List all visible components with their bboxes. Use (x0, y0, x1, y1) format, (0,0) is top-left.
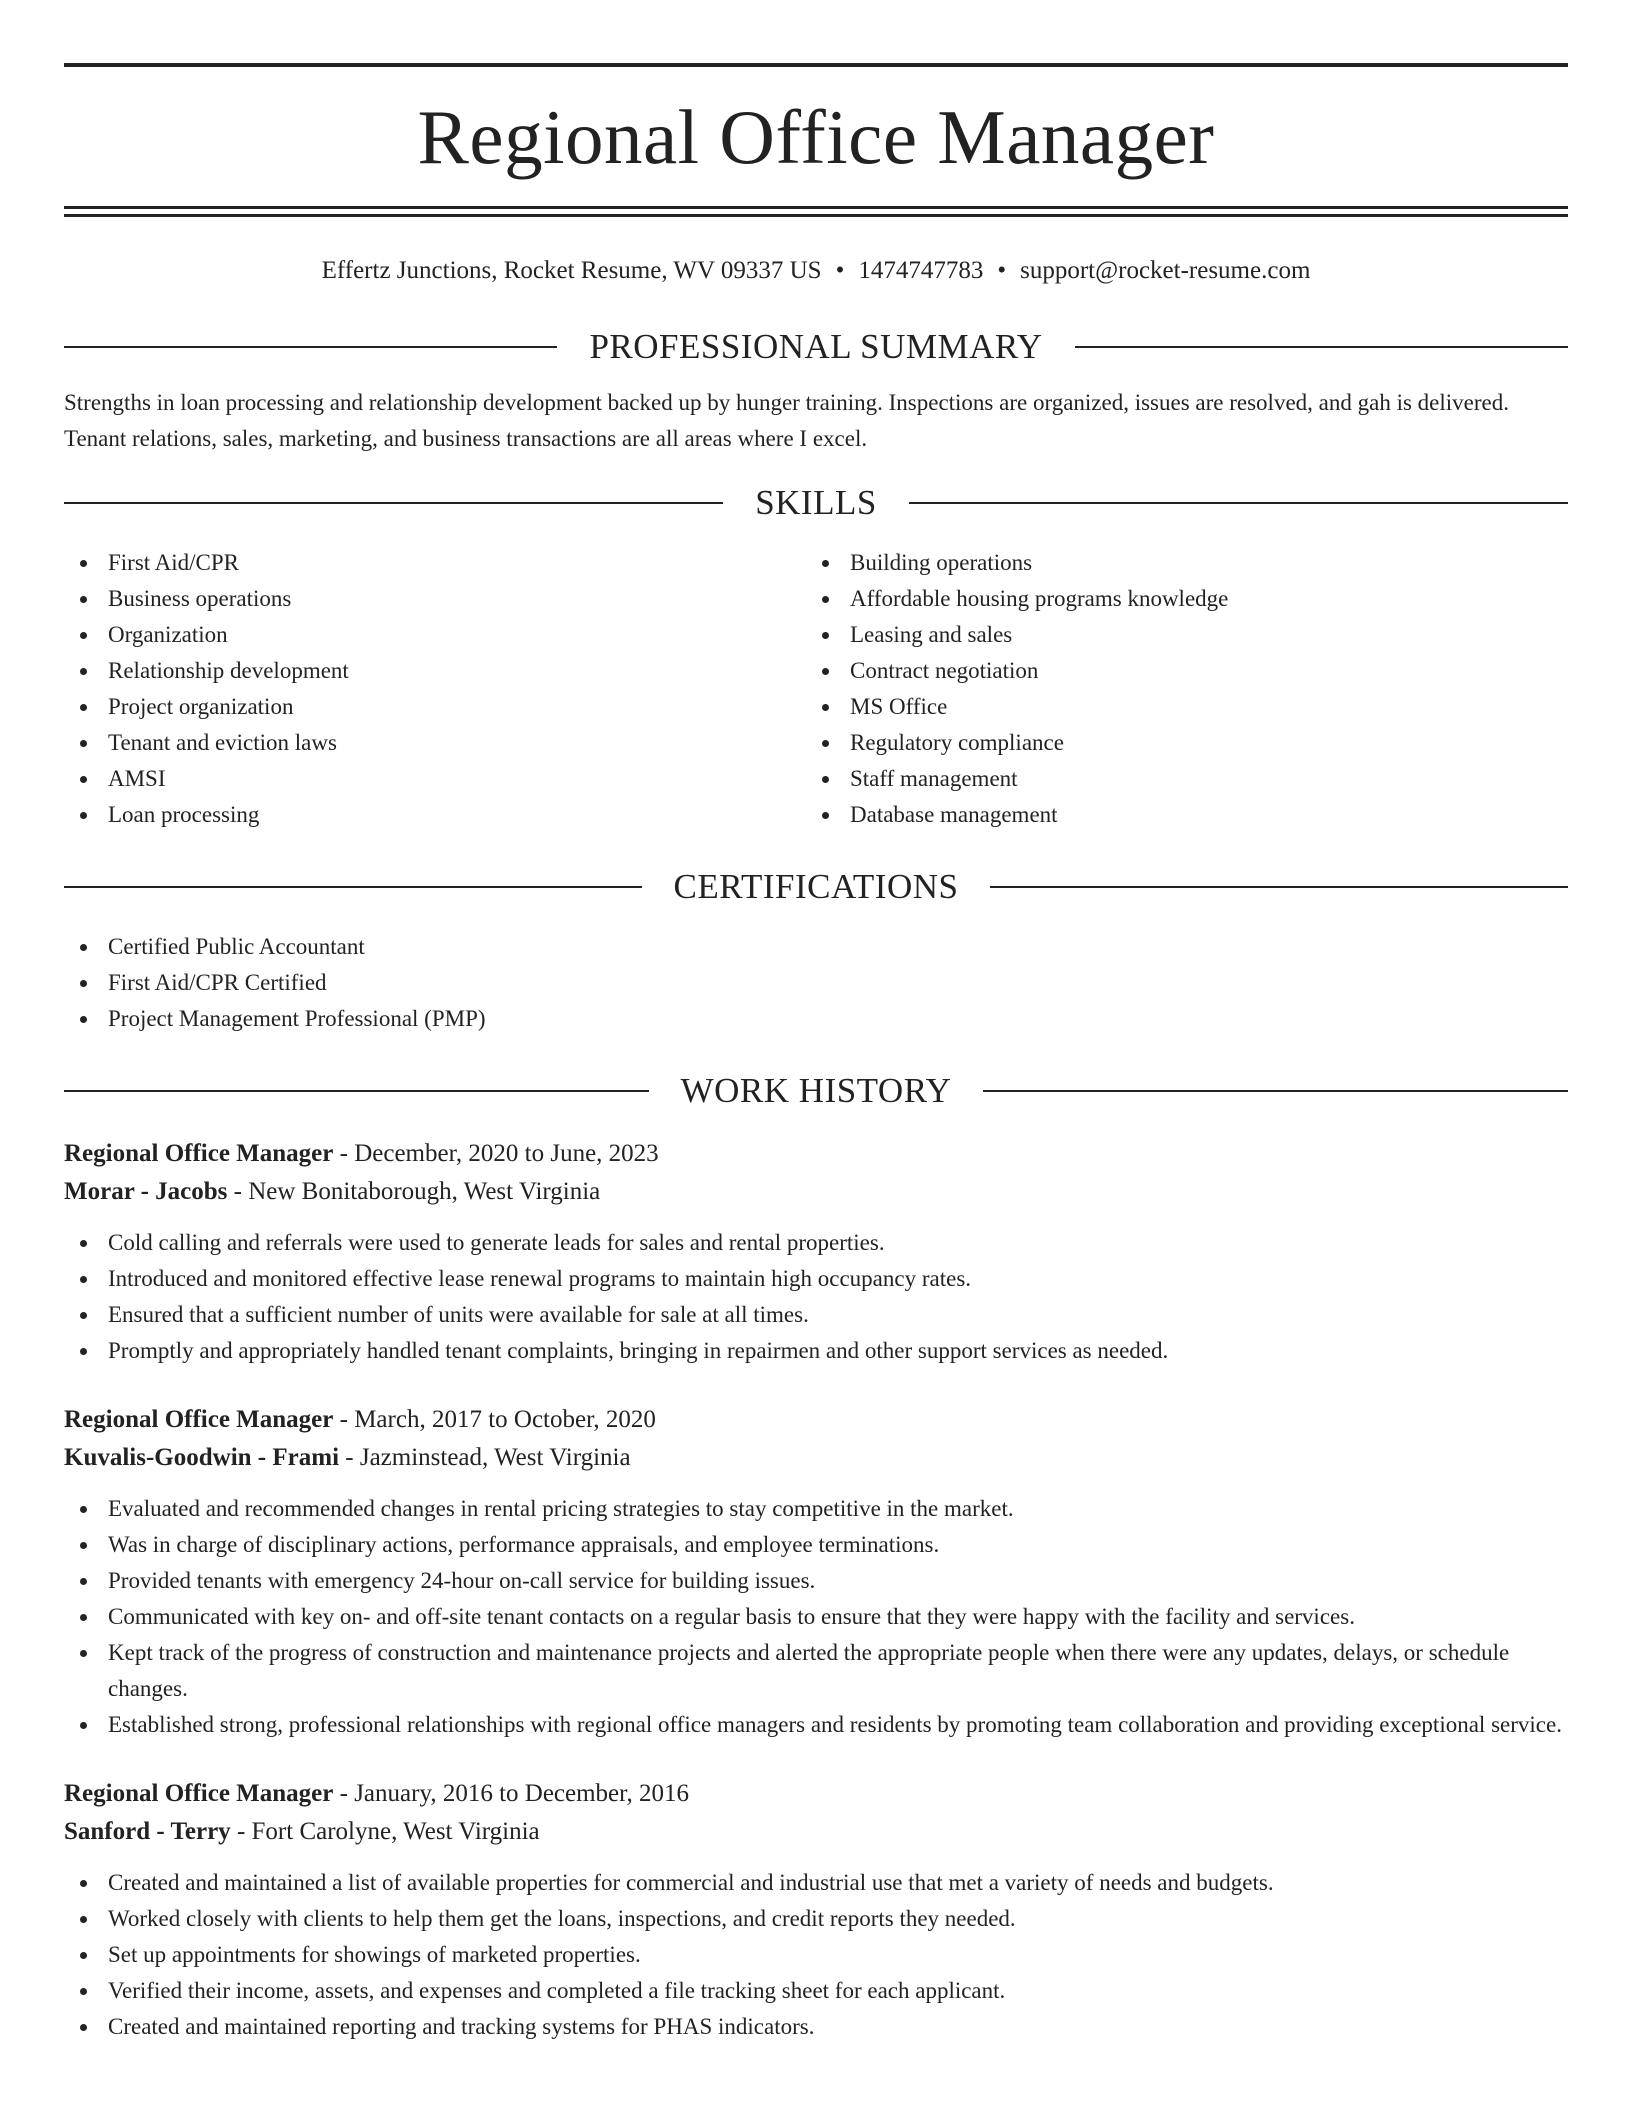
skill-item: MS Office (806, 689, 1548, 725)
heading-rule (990, 886, 1568, 888)
job-dates: - December, 2020 to June, 2023 (333, 1140, 659, 1167)
skills-heading (64, 481, 1568, 525)
contact-separator: • (835, 257, 845, 284)
job-bullet: Communicated with key on- and off-site tenant contacts on a regular basis to ensure that they were happy with the facility and services. (64, 1599, 1568, 1635)
skill-item: Building operations (806, 545, 1548, 581)
contact-separator: • (997, 257, 1007, 284)
heading-rule (64, 886, 642, 888)
job-bullet: Promptly and appropriately handled tenant complaints, bringing in repairmen and other support services as needed. (64, 1333, 1568, 1369)
skills-list-left (64, 545, 806, 833)
job-entry (64, 1775, 1568, 2045)
job-dates: - March, 2017 to October, 2020 (333, 1406, 656, 1433)
skill-item: Database management (806, 797, 1548, 833)
certification-item: Certified Public Accountant (64, 929, 1568, 965)
work-history (64, 1135, 1568, 2045)
job-bullet: Cold calling and referrals were used to generate leads for sales and rental properties. (64, 1225, 1568, 1261)
contact-email: support@rocket-resume.com (1020, 257, 1311, 284)
job-title: Regional Office Manager (64, 1406, 334, 1433)
skill-item: Organization (64, 617, 806, 653)
job-bullet: Set up appointments for showings of marketed properties. (64, 1937, 1568, 1973)
skill-item: Staff management (806, 761, 1548, 797)
job-title-line (64, 1401, 1568, 1439)
summary-text: Strengths in loan processing and relationship development backed up by hunger training. Inspections are organized, issues are resolved, and gah is delivered. Tenant relations, sales, marketing, and business transactions are all areas where I excel. (64, 390, 1509, 451)
title-double-rule (64, 206, 1568, 217)
skill-item: Relationship development (64, 653, 806, 689)
summary-heading (64, 325, 1568, 369)
job-company: Morar - Jacobs (64, 1178, 228, 1205)
job-bullets (64, 1491, 1568, 1743)
skill-item: First Aid/CPR (64, 545, 806, 581)
job-bullet: Created and maintained reporting and tracking systems for PHAS indicators. (64, 2009, 1568, 2045)
job-company: Sanford - Terry (64, 1818, 231, 1845)
heading-rule (64, 1090, 649, 1092)
heading-rule (1075, 346, 1568, 348)
work-heading-label: WORK HISTORY (680, 1071, 952, 1110)
job-dates: - January, 2016 to December, 2016 (333, 1780, 689, 1807)
job-location: - New Bonitaborough, West Virginia (227, 1178, 601, 1205)
heading-rule (64, 502, 723, 504)
certifications-list (64, 929, 1568, 1037)
skill-item: Loan processing (64, 797, 806, 833)
job-entry (64, 1401, 1568, 1743)
job-entry (64, 1135, 1568, 1369)
job-location: - Fort Carolyne, West Virginia (230, 1818, 540, 1845)
job-company-line (64, 1813, 1568, 1851)
heading-rule (909, 502, 1568, 504)
job-bullet: Worked closely with clients to help them get the loans, inspections, and credit reports they needed. (64, 1901, 1568, 1937)
job-title-line (64, 1775, 1568, 1813)
heading-rule (64, 346, 557, 348)
contact-phone: 1474747783 (858, 257, 984, 284)
job-bullet: Introduced and monitored effective lease renewal programs to maintain high occupancy rates. (64, 1261, 1568, 1297)
skills-list-right (806, 545, 1548, 833)
heading-rule (983, 1090, 1568, 1092)
skill-item: AMSI (64, 761, 806, 797)
contact-line (64, 251, 1568, 291)
job-bullet: Kept track of the progress of construction and maintenance projects and alerted the appropriate people when there were any updates, delays, or schedule changes. (64, 1635, 1568, 1707)
work-heading (64, 1069, 1568, 1113)
job-title: Regional Office Manager (64, 1780, 334, 1807)
job-company-line (64, 1173, 1568, 1211)
job-bullet: Provided tenants with emergency 24-hour on-call service for building issues. (64, 1563, 1568, 1599)
skill-item: Affordable housing programs knowledge (806, 581, 1548, 617)
contact-address: Effertz Junctions, Rocket Resume, WV 09337 US (321, 257, 822, 284)
resume-title: Regional Office Manager (417, 94, 1215, 180)
job-bullet: Evaluated and recommended changes in rental pricing strategies to stay competitive in the market. (64, 1491, 1568, 1527)
job-bullet: Was in charge of disciplinary actions, performance appraisals, and employee terminations. (64, 1527, 1568, 1563)
skill-item: Tenant and eviction laws (64, 725, 806, 761)
skill-item: Project organization (64, 689, 806, 725)
skill-item: Leasing and sales (806, 617, 1548, 653)
skills-columns (64, 545, 1568, 833)
job-bullet: Verified their income, assets, and expenses and completed a file tracking sheet for each applicant. (64, 1973, 1568, 2009)
job-bullets (64, 1225, 1568, 1369)
job-bullet: Ensured that a sufficient number of units were available for sale at all times. (64, 1297, 1568, 1333)
skill-item: Regulatory compliance (806, 725, 1548, 761)
job-bullets (64, 1865, 1568, 2045)
job-title-line (64, 1135, 1568, 1173)
skills-heading-label: SKILLS (755, 483, 877, 522)
certification-item: Project Management Professional (PMP) (64, 1001, 1568, 1037)
certification-item: First Aid/CPR Certified (64, 965, 1568, 1001)
certifications-heading-label: CERTIFICATIONS (673, 867, 959, 906)
job-bullet: Established strong, professional relationships with regional office managers and residents by promoting team collaboration and providing exceptional service. (64, 1707, 1568, 1743)
job-company-line (64, 1439, 1568, 1477)
job-location: - Jazminstead, West Virginia (339, 1444, 631, 1471)
job-title: Regional Office Manager (64, 1140, 334, 1167)
skill-item: Business operations (64, 581, 806, 617)
job-bullet: Created and maintained a list of available properties for commercial and industrial use that met a variety of needs and budgets. (64, 1865, 1568, 1901)
job-company: Kuvalis-Goodwin - Frami (64, 1444, 340, 1471)
certifications-heading (64, 865, 1568, 909)
skill-item: Contract negotiation (806, 653, 1548, 689)
summary-heading-label: PROFESSIONAL SUMMARY (589, 327, 1043, 366)
